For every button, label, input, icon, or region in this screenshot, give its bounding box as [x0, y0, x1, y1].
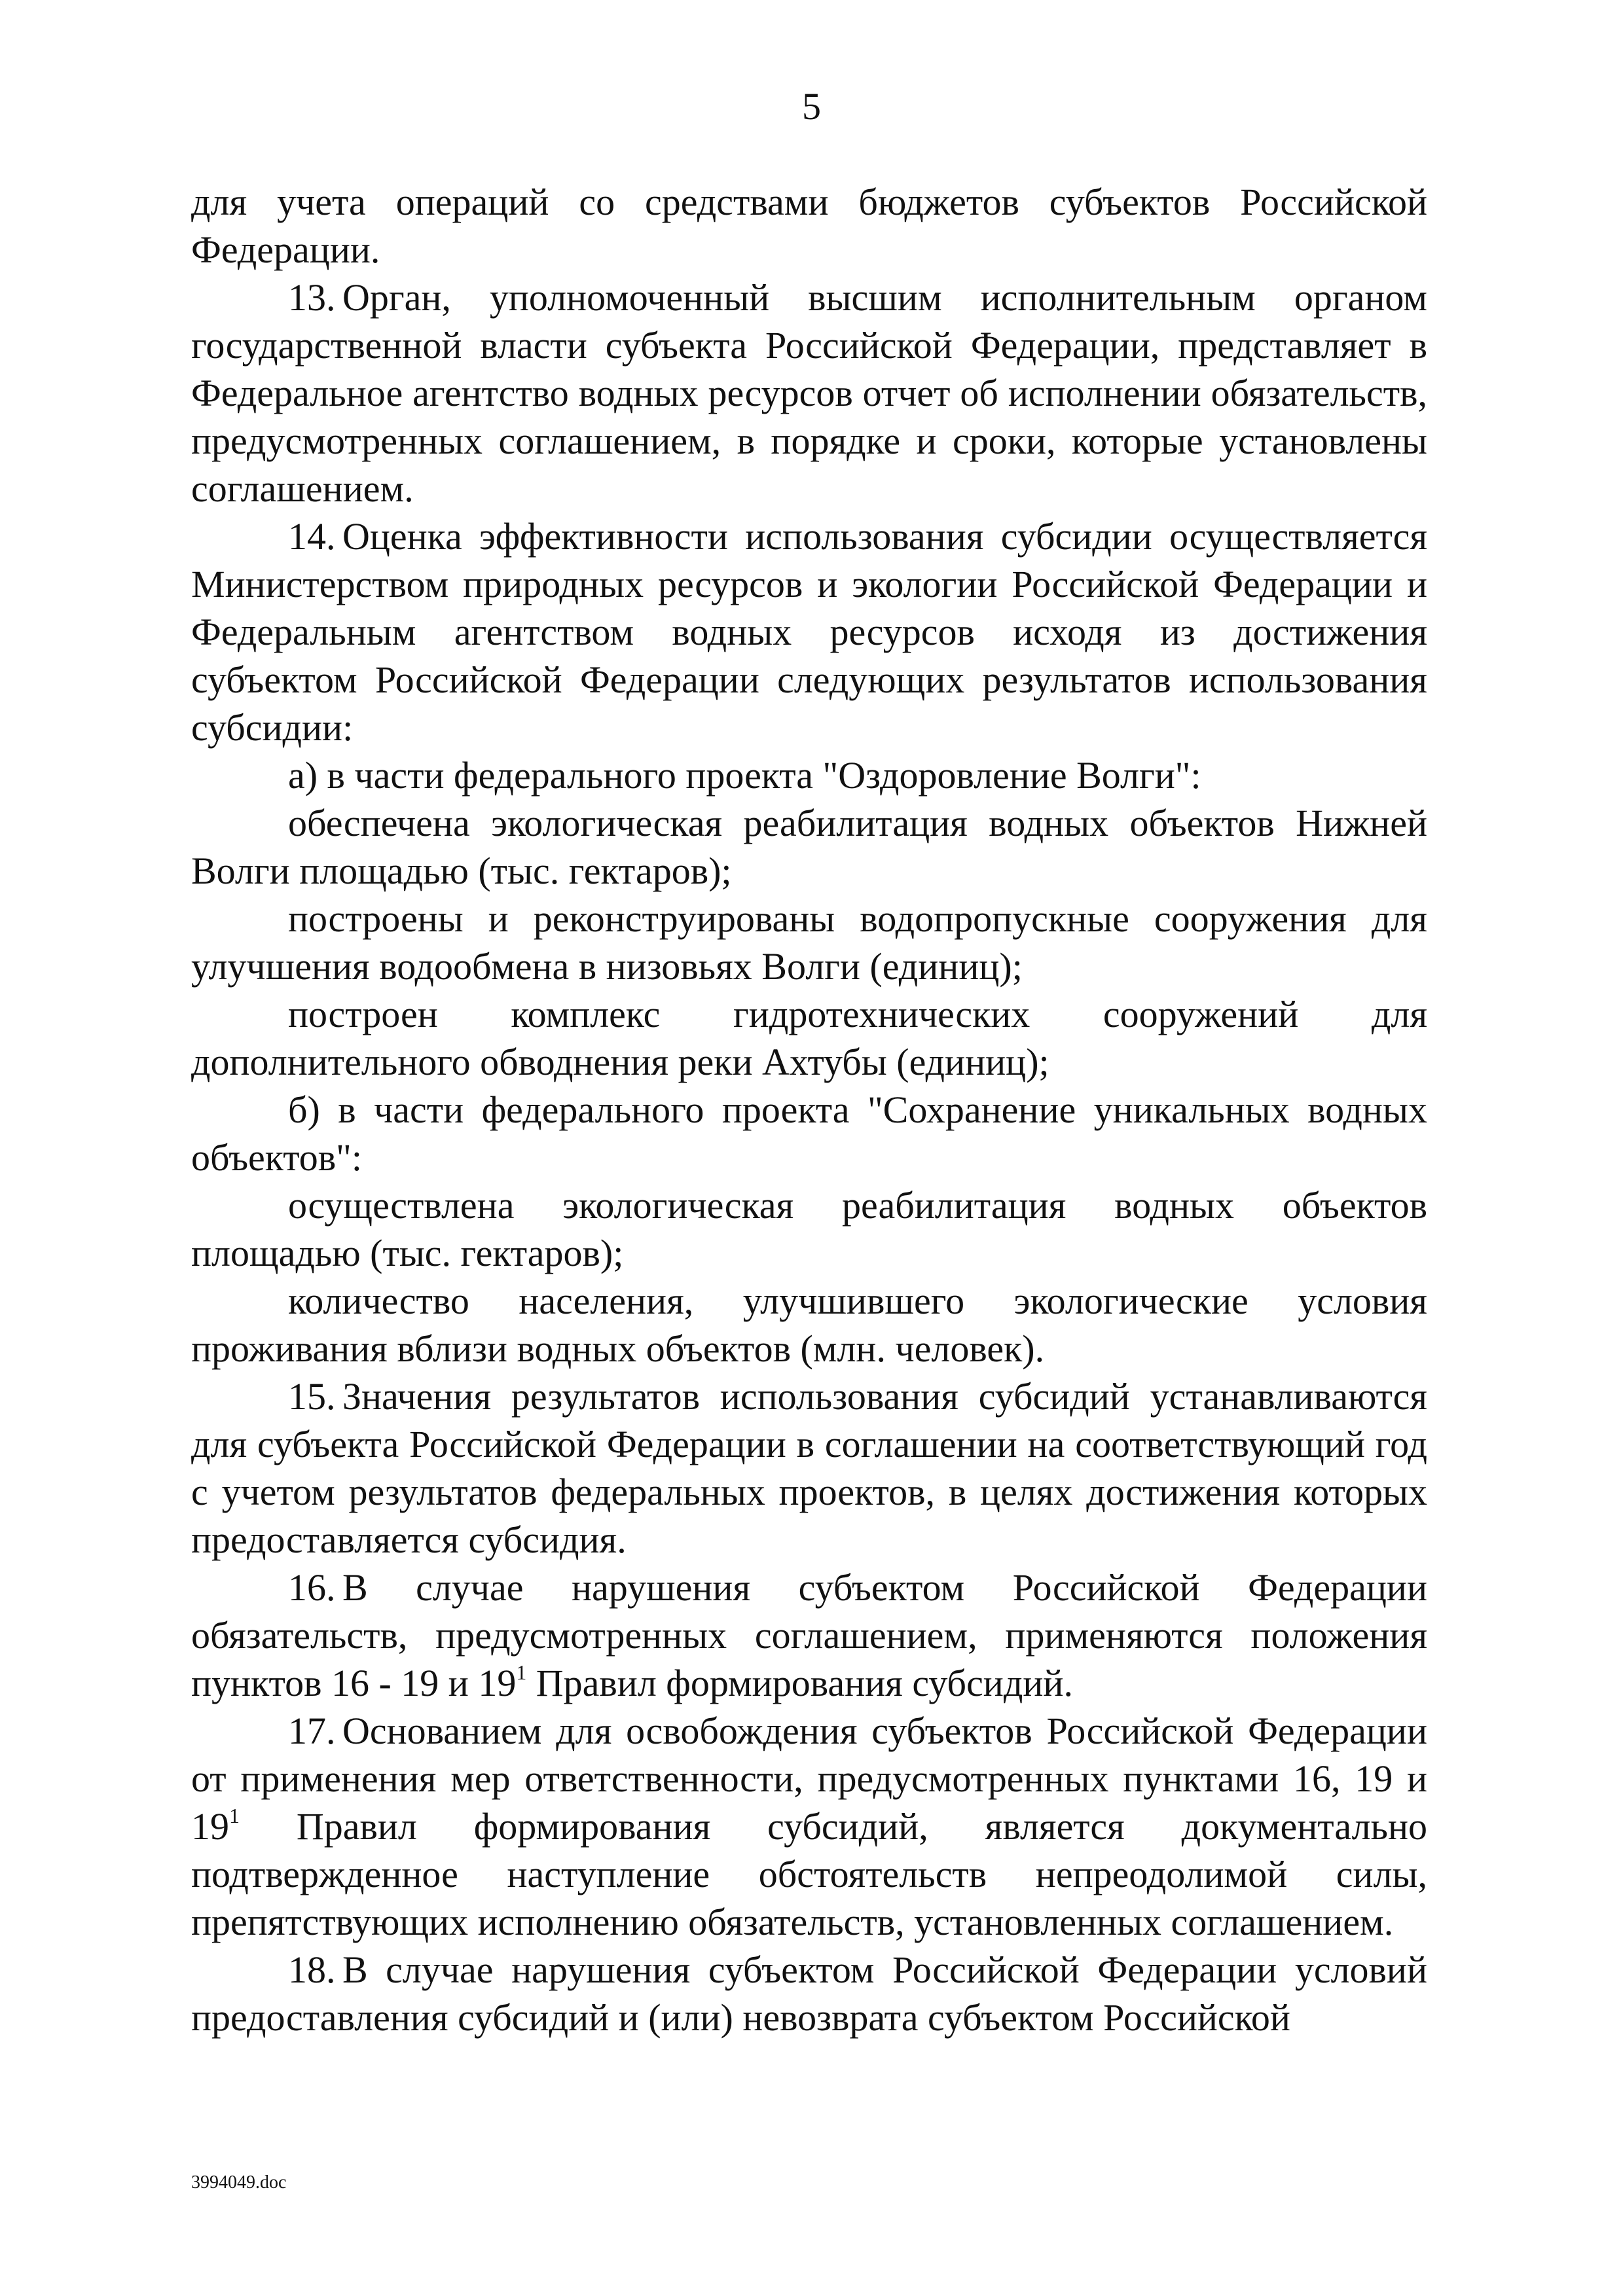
paragraph-17-text-b: Правил формирования субсидий, является документально подтвержденное наступление обстоятельств непреодолимой силы, препятствующих исполнению обязательств, установленных соглашением.	[191, 1805, 1427, 1943]
paragraph-17-number: 17.	[288, 1710, 336, 1752]
footer-doc-id: 3994049.doc	[191, 2172, 287, 2193]
paragraph-18-text: В случае нарушения субъектом Российской Федерации условий предоставления субсидий и (или) невозврата субъектом Российской	[191, 1948, 1427, 2039]
paragraph-16-superscript: 1	[516, 1660, 527, 1684]
paragraph-15	[191, 1372, 1427, 1564]
paragraph-18	[191, 1946, 1427, 2041]
paragraph-14-number: 14.	[288, 515, 336, 558]
paragraph-14a-item-1: обеспечена экологическая реабилитация водных объектов Нижней Волги площадью (тыс. гектаров);	[191, 802, 1427, 892]
paragraph-14b-item-2: количество населения, улучшившего экологические условия проживания вблизи водных объектов (млн. человек).	[191, 1280, 1427, 1370]
paragraph-14a-item-2: построены и реконструированы водопропускные сооружения для улучшения водообмена в низовьях Волги (единиц);	[191, 897, 1427, 988]
paragraph-14-text: Оценка эффективности использования субсидии осуществляется Министерством природных ресурсов и экологии Российской Федерации и Федеральным агентством водных ресурсов исходя из достижения субъектом Российской Федерации следующих результатов использования субсидии:	[191, 515, 1427, 749]
paragraph-16-text-a: В случае нарушения субъектом Российской Федерации обязательств, предусмотренных соглашением, применяются положения пунктов 16 - 19 и 19	[191, 1566, 1427, 1704]
paragraph-16-text-b: Правил формирования субсидий.	[526, 1662, 1073, 1704]
paragraph-17-text-a: Основанием для освобождения субъектов Российской Федерации от применения мер ответственности, предусмотренных пунктами 16, 19 и 19	[191, 1710, 1427, 1848]
paragraph-14	[191, 512, 1427, 751]
paragraph-16-number: 16.	[288, 1566, 336, 1609]
document-body	[191, 178, 1427, 2041]
paragraph-17	[191, 1707, 1427, 1946]
paragraph-13	[191, 274, 1427, 512]
paragraph-15-number: 15.	[288, 1375, 336, 1418]
paragraph-14b-item-1: осуществлена экологическая реабилитация водных объектов площадью (тыс. гектаров);	[191, 1184, 1427, 1274]
paragraph-13-number: 13.	[288, 276, 336, 319]
paragraph-14a-item-3: построен комплекс гидротехнических сооружений для дополнительного обводнения реки Ахтубы (единиц);	[191, 993, 1427, 1083]
paragraph-14a: а) в части федерального проекта "Оздоровление Волги":	[288, 754, 1201, 797]
page-number: 5	[802, 85, 821, 128]
paragraph-16	[191, 1564, 1427, 1707]
paragraph-18-number: 18.	[288, 1948, 336, 1991]
paragraph-continuation: для учета операций со средствами бюджетов субъектов Российской Федерации.	[191, 181, 1427, 271]
paragraph-14b: б) в части федерального проекта "Сохранение уникальных водных объектов":	[191, 1088, 1427, 1179]
paragraph-17-superscript: 1	[229, 1804, 240, 1827]
paragraph-15-text: Значения результатов использования субсидий устанавливаются для субъекта Российской Федерации в соглашении на соответствующий год с учетом результатов федеральных проектов, в целях достижения которых предоставляется субсидия.	[191, 1375, 1427, 1561]
paragraph-13-text: Орган, уполномоченный высшим исполнительным органом государственной власти субъекта Российской Федерации, представляет в Федеральное агентство водных ресурсов отчет об исполнении обязательств, предусмотренных соглашением, в порядке и сроки, которые установлены соглашением.	[191, 276, 1427, 510]
